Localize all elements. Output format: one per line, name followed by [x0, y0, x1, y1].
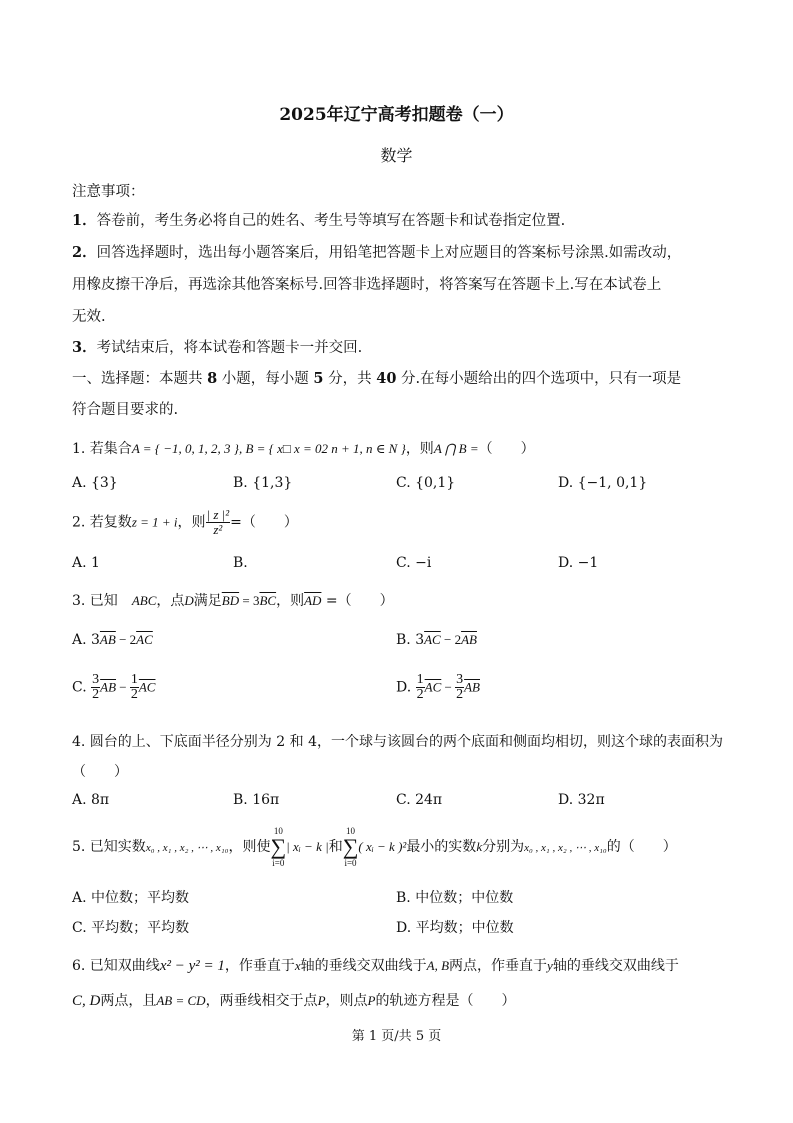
notice-item-2 — [72, 241, 681, 262]
q6-blank: 的轨迹方程是（ ） — [375, 993, 516, 1009]
question-4-stem: 4. 圆台的上、下底面半径分别为 2 和 4，一个球与该圆台的两个底面和侧面均相切，则这个球的表面积为 — [72, 734, 723, 750]
q3-text-d: ，则 — [276, 593, 305, 609]
q6-p-2: P — [367, 993, 376, 1008]
q3-text-b: ，点 — [156, 593, 185, 609]
q3-blank: =（ ） — [321, 593, 394, 609]
q5-sum-2-sigma: ∑ — [342, 834, 359, 859]
q2-option-c: C. −i — [396, 555, 432, 571]
q3-option-d-frac1 — [416, 673, 425, 702]
q6-text-e: 轴的垂线交双曲线于 — [552, 958, 679, 974]
q6-curve: x² − y² = 1 — [159, 958, 225, 974]
q3-vector-ad: $\overline{AD}$ — [304, 593, 322, 608]
q1-text-b: ，则 — [405, 441, 434, 457]
q5-term-1: | xᵢ − k | — [286, 839, 329, 854]
q2-text-b: ，则 — [177, 514, 206, 531]
q5-term-2: ( xᵢ − k )² — [358, 839, 407, 854]
q3-option-d-frac1-den: 2 — [416, 687, 424, 702]
q6-text-a: 6. 已知双曲线 — [72, 958, 160, 974]
q4-option-b: B. 16π — [233, 792, 280, 808]
section-text-d: 分.在每小题给出的四个选项中，只有一项是 — [396, 371, 682, 387]
section-heading — [72, 367, 681, 388]
q6-y: y — [547, 958, 553, 973]
q5-text-c: 最小的实数 — [406, 839, 477, 855]
q3-option-a-v1: $\overline{AB}$ — [99, 632, 116, 647]
q6-text-d: 两点，作垂直于 — [449, 958, 548, 974]
q3-option-c-mid: − — [116, 679, 130, 695]
q3-option-c-frac2-den: 2 — [130, 687, 138, 702]
q5-sum-1-top: 10 — [273, 826, 283, 836]
q2-option-a: A. 1 — [72, 555, 100, 571]
notice-item-2-text: 回答选择题时，选出每小题答案后，用铅笔把答题卡上对应题目的答案标号涂黑.如需改动， — [96, 245, 682, 261]
q5-vars: x₀ , x₁ , x₂ , ⋯ , x₁₀ — [145, 842, 229, 854]
q3-d: D — [184, 593, 194, 608]
q6-x: x — [294, 958, 301, 973]
notice-item-2-line-3: 无效. — [72, 309, 106, 325]
notice-item-3 — [72, 336, 362, 357]
q3-vector-bd: $\overline{BD}$ — [221, 593, 240, 608]
notice-item-2-number: 2． — [72, 244, 97, 261]
section-heading-line-2: 符合题目要求的. — [72, 402, 179, 418]
q1-option-d: D. {−1, 0,1} — [558, 475, 648, 491]
q2-blank: =（ ） — [230, 514, 298, 531]
q6-text-c: 轴的垂线交双曲线于 — [300, 958, 427, 974]
question-6-stem — [72, 955, 679, 975]
q1-blank: （ ） — [478, 441, 535, 457]
q3-option-c-frac1-den: 2 — [92, 687, 100, 702]
section-count: 8 — [207, 370, 218, 387]
notice-item-2-line-2: 用橡皮擦干净后，再选涂其他答案标号.回答非选择题时，将答案写在答题卡上.写在本试卷上 — [72, 277, 662, 293]
q6-text-b: ，作垂直于 — [224, 958, 295, 974]
q3-option-a-mid: − 2 — [115, 632, 137, 647]
notice-item-1-text: 答卷前，考生务必将自己的姓名、考生号等填写在答题卡和试卷指定位置. — [96, 213, 566, 229]
q2-fraction-denominator: z² — [213, 522, 223, 537]
question-3-stem — [72, 590, 394, 610]
q2-fraction — [206, 508, 231, 537]
notice-item-3-text: 考试结束后，将本试卷和答题卡一并交回. — [96, 340, 363, 356]
q3-option-b-label: B. 3 — [396, 632, 425, 648]
q3-option-c — [72, 673, 155, 702]
page-footer: 第 1 页/共 5 页 — [351, 1029, 442, 1044]
question-6-stem-line-2 — [72, 990, 515, 1010]
q5-sum-2-bottom: i=0 — [344, 858, 357, 868]
q6-cd: C, D — [72, 993, 101, 1009]
q5-vars-2: x₀ , x₁ , x₂ , ⋯ , x₁₀ — [524, 842, 607, 854]
q3-option-d-v2: $\overline{AB}$ — [464, 679, 480, 695]
q1-text-a: 1. 若集合 — [72, 441, 132, 457]
question-4-stem-line-2: （ ） — [72, 764, 128, 780]
question-1-stem — [72, 438, 535, 458]
subject-title: 数学 — [380, 146, 413, 165]
q3-option-d-frac2 — [455, 673, 464, 702]
q5-sum-1 — [270, 826, 286, 868]
section-score: 5 — [313, 370, 324, 387]
notice-item-1-number: 1． — [72, 212, 97, 229]
q3-option-c-frac2-num: 1 — [130, 672, 138, 687]
exam-title: 2025年辽宁高考扣题卷（一） — [279, 105, 514, 125]
q3-option-d-frac2-den: 2 — [456, 687, 464, 702]
q3-option-c-frac1 — [91, 673, 100, 702]
q1-expression: A ⋂ B = — [433, 441, 479, 456]
q3-option-c-frac2 — [130, 673, 139, 702]
q1-option-b: B. {1,3} — [233, 475, 293, 491]
q3-abc: ABC — [131, 593, 157, 608]
q3-option-d-mid: − — [441, 679, 456, 695]
q5-sum-2-top: 10 — [346, 826, 356, 836]
q5-k: k — [476, 839, 483, 854]
q3-option-c-label: C. — [72, 679, 87, 696]
notice-heading: 注意事项： — [72, 184, 145, 200]
q3-option-c-v2: $\overline{AC}$ — [138, 679, 156, 695]
question-2-stem — [72, 508, 298, 537]
q3-option-d — [396, 673, 480, 702]
q3-option-b-mid: − 2 — [440, 632, 462, 647]
q3-option-d-v1: $\overline{AC}$ — [424, 679, 442, 695]
q5-option-d: D. 平均数；中位数 — [396, 920, 514, 936]
q3-option-c-v1: $\overline{AB}$ — [100, 679, 117, 695]
q5-blank: 的（ ） — [606, 839, 677, 855]
q5-sum-1-bottom: i=0 — [272, 858, 285, 868]
q3-option-a — [72, 632, 153, 648]
q6-ab: A, B — [426, 958, 450, 973]
q3-option-d-label: D. — [396, 679, 412, 696]
q2-fraction-numerator: | z |² — [206, 507, 230, 522]
q5-option-c: C. 平均数；平均数 — [72, 920, 190, 936]
q5-sum-1-sigma: ∑ — [270, 834, 287, 859]
q2-option-d: D. −1 — [558, 555, 599, 571]
notice-item-1 — [72, 209, 565, 230]
q6-p: P — [317, 993, 326, 1008]
q6-text-g: ，两垂线相交于点 — [205, 993, 318, 1009]
q3-option-b-v2: $\overline{AB}$ — [461, 632, 477, 647]
q5-sum-2 — [343, 826, 359, 868]
question-5-stem — [72, 826, 677, 868]
q3-vector-bc: $\overline{BC}$ — [259, 593, 277, 608]
q3-option-b — [396, 632, 477, 648]
q3-option-b-v1: $\overline{AC}$ — [424, 632, 441, 647]
q3-option-a-v2: $\overline{AC}$ — [136, 632, 153, 647]
q3-text-c: 满足 — [193, 593, 222, 609]
section-total: 40 — [376, 370, 397, 387]
q2-text-a: 2. 若复数 — [72, 514, 132, 531]
q5-option-b: B. 中位数；中位数 — [396, 890, 514, 906]
q1-option-a: A. {3} — [72, 475, 118, 491]
q2-option-b: B. — [233, 555, 248, 571]
q5-text-d: 分别为 — [482, 839, 525, 855]
q5-text-b: ，则使 — [228, 839, 271, 855]
q3-option-d-frac1-num: 1 — [416, 672, 424, 687]
q2-z: z = 1 + i — [131, 514, 178, 530]
section-text-a: 一、选择题：本题共 — [72, 371, 208, 387]
q1-sets: A = { −1, 0, 1, 2, 3 }, B = { x□ x = 02 n + 1, n ∈ N } — [131, 441, 406, 456]
q3-option-a-label: A. 3 — [72, 632, 100, 648]
q4-option-a: A. 8π — [72, 792, 110, 808]
q5-option-a: A. 中位数；平均数 — [72, 890, 190, 906]
q4-option-d: D. 32π — [558, 792, 605, 808]
section-text-b: 小题，每小题 — [217, 371, 314, 387]
q3-option-d-frac2-num: 3 — [456, 672, 464, 687]
q6-text-h: ，则点 — [325, 993, 368, 1009]
q6-condition: AB = CD — [156, 993, 206, 1008]
q3-text-a: 3. 已知 — [72, 593, 118, 609]
q3-option-c-frac1-num: 3 — [92, 672, 100, 687]
section-text-c: 分，共 — [323, 371, 377, 387]
q6-text-f: 两点，且 — [100, 993, 157, 1009]
q3-eq1: = 3 — [239, 593, 260, 608]
q5-and: 和 — [328, 839, 343, 855]
q1-option-c: C. {0,1} — [396, 475, 456, 491]
q5-text-a: 5. 已知实数 — [72, 839, 146, 855]
notice-item-3-number: 3． — [72, 339, 97, 356]
q4-option-c: C. 24π — [396, 792, 443, 808]
